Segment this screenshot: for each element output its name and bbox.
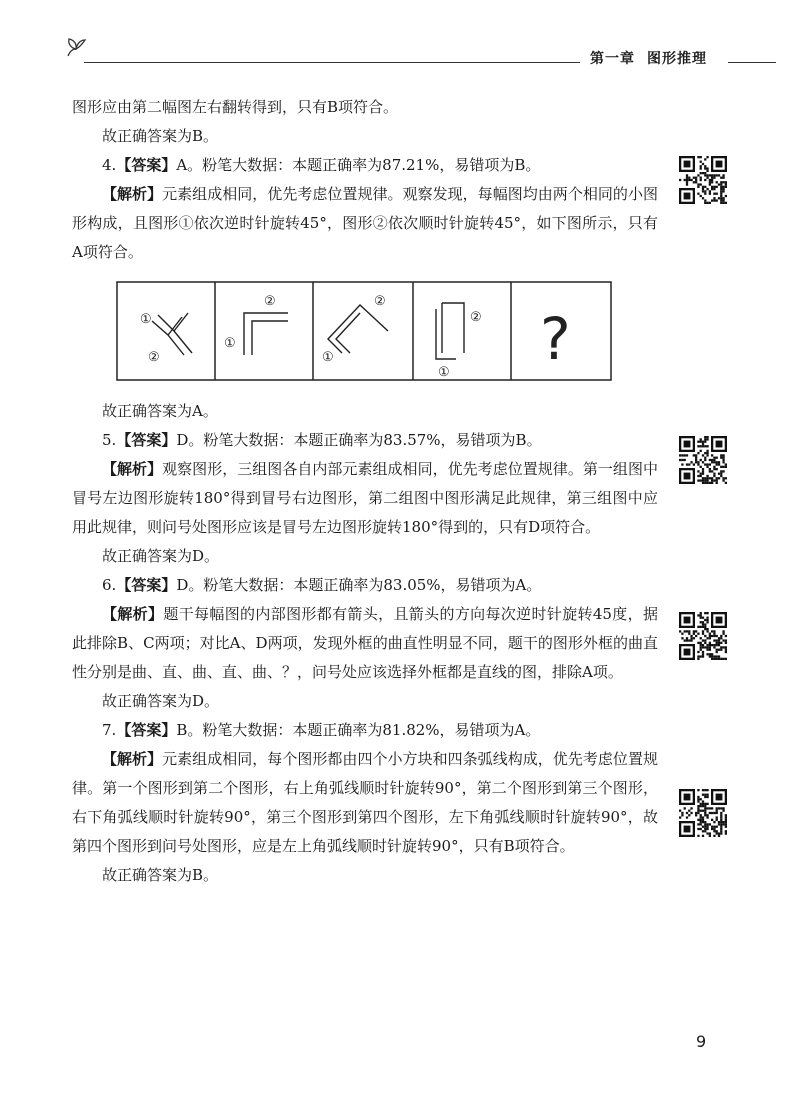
q6-analysis: 【解析】题干每幅图的内部图形都有箭头，且箭头的方向每次逆时针旋转45度，据此排除B、C两项；对比A、D两项，发现外框的曲直性明显不同，题干的图形外框的曲直性分别是曲、直、曲、直、曲、？，问号处应该选择外框都是直线的图，排除A项。	[72, 605, 658, 681]
chapter-heading	[590, 48, 707, 68]
q7-answer: 7.【答案】B。粉笔大数据：本题正确率为81.82%，易错项为A。	[102, 721, 541, 739]
continuation-text: 图形应由第二幅图左右翻转得到，只有B项符合。	[72, 98, 399, 116]
q4-conclusion: 故正确答案为A。	[102, 402, 218, 420]
header-rule	[84, 62, 580, 63]
figure-panel-1	[152, 313, 192, 355]
figure-mark-7: ②	[470, 310, 482, 325]
figure-mark-6: ②	[374, 294, 386, 309]
page-content	[72, 93, 658, 890]
figure-panel-3	[328, 305, 388, 353]
q5-answer: 5.【答案】D。粉笔大数据：本题正确率为83.57%，易错项为B。	[102, 431, 542, 449]
analysis-label: 【解析】	[102, 185, 163, 203]
figure-mark-5: ①	[322, 350, 334, 365]
q4-analysis: 【解析】元素组成相同，优先考虑位置规律。观察发现，每幅图均由两个相同的小图形构成，且图形①依次逆时针旋转45°，图形②依次顺时针旋转45°，如下图所示，只有A项符合。	[72, 185, 658, 261]
prev-conclusion: 故正确答案为B。	[102, 127, 219, 145]
figure-frame	[117, 282, 611, 380]
header-rule-tail	[728, 62, 776, 63]
q4-answer: 4.【答案】A。粉笔大数据：本题正确率为87.21%，易错项为B。	[102, 156, 541, 174]
qr-code-q5[interactable]	[679, 436, 727, 484]
figure-mark-8: ①	[438, 365, 450, 380]
q6-answer: 6.【答案】D。粉笔大数据：本题正确率为83.05%，易错项为A。	[102, 576, 542, 594]
answer-label: 【答案】	[116, 721, 177, 739]
answer-label: 【答案】	[116, 431, 177, 449]
figure-mark-2: ②	[148, 350, 160, 365]
q5-analysis: 【解析】观察图形，三组图各自内部元素组成相同，优先考虑位置规律。第一组图中冒号左边图形旋转180°得到冒号右边图形，第二组图中图形满足此规律，第三组图中应用此规律，则问号处图形应该是冒号左边图形旋转180°得到的，只有D项符合。	[72, 460, 658, 536]
figure-question-mark: ?	[540, 305, 571, 373]
analysis-label: 【解析】	[102, 750, 163, 768]
analysis-label: 【解析】	[102, 605, 164, 623]
answer-label: 【答案】	[116, 156, 177, 174]
qr-code-q4[interactable]	[679, 156, 727, 204]
answer-label: 【答案】	[116, 576, 177, 594]
q6-conclusion: 故正确答案为D。	[102, 692, 220, 710]
figure-panel-2	[244, 313, 288, 355]
q7-conclusion: 故正确答案为B。	[102, 866, 219, 884]
page-number: 9	[696, 1032, 707, 1051]
q5-conclusion: 故正确答案为D。	[102, 547, 220, 565]
figure-mark-3: ①	[224, 336, 236, 351]
page-header	[0, 0, 800, 80]
sprout-icon	[64, 36, 88, 60]
analysis-label: 【解析】	[102, 460, 163, 478]
chapter-number: 第一章	[590, 51, 635, 67]
chapter-title: 图形推理	[647, 51, 707, 67]
figure-mark-4: ②	[264, 294, 276, 309]
figure-panel-4	[436, 303, 464, 359]
q4-figure	[116, 281, 612, 381]
figure-mark-1: ①	[140, 312, 152, 327]
qr-code-q6[interactable]	[679, 612, 727, 660]
q7-analysis: 【解析】元素组成相同，每个图形都由四个小方块和四条弧线构成，优先考虑位置规律。第一个图形到第二个图形，右上角弧线顺时针旋转90°，第二个图形到第三个图形，右下角弧线顺时针旋转90°，第三个图形到第四个图形，左下角弧线顺时针旋转90°，故第四个图形到问号处图形，应是左上角弧线顺时针旋转90°，只有B项符合。	[72, 750, 658, 855]
qr-code-q7[interactable]	[679, 789, 727, 837]
